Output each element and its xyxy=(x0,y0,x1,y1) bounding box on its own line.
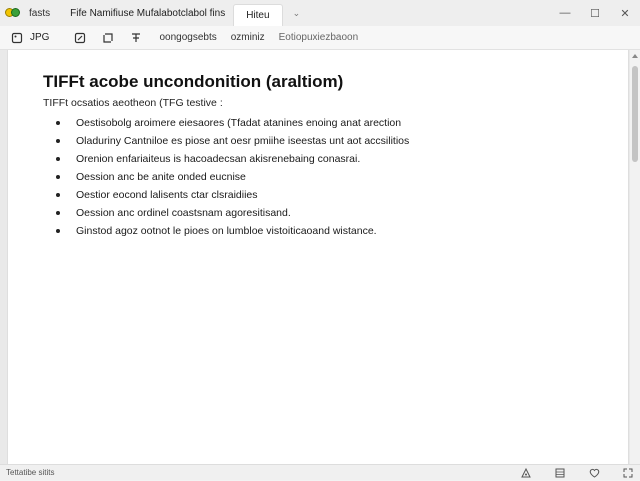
app-name: fasts xyxy=(29,7,51,19)
list-item: Oestisobolg aroimere eiesaores (Tfadat atanines enoing anat arection xyxy=(43,114,409,132)
list-item: Oession anc be anite onded eucnise xyxy=(43,168,409,186)
document-page xyxy=(7,50,629,464)
expand-icon[interactable] xyxy=(620,466,636,480)
app-logo-icon xyxy=(5,7,23,19)
list-item: Oestior eocond lalisents ctar clsraidiies xyxy=(43,186,409,204)
heart-icon[interactable] xyxy=(586,466,602,480)
maximize-button[interactable]: ☐ xyxy=(590,7,600,20)
title-bar xyxy=(0,0,640,26)
list-item: Ginstod agoz ootnot le pioes on lumbloe vistoiticaoand wistance. xyxy=(43,222,409,240)
grid-icon[interactable] xyxy=(552,466,568,480)
location-icon[interactable] xyxy=(518,466,534,480)
bullet-list xyxy=(43,114,409,240)
vertical-scrollbar[interactable] xyxy=(630,50,640,464)
document-area xyxy=(0,50,640,464)
status-text: Tettatibe sitits xyxy=(6,468,55,477)
format-label[interactable]: JPG xyxy=(30,32,50,43)
status-icons xyxy=(500,465,636,481)
toolbar-item-1[interactable]: oongogsebts xyxy=(159,32,217,43)
edit-icon[interactable] xyxy=(71,29,89,47)
document-intro: TIFFt ocsatios aeotheon (TFG testive : xyxy=(43,97,223,109)
status-bar xyxy=(0,464,640,480)
toolbar-item-3[interactable]: Eotiopuxiezbaoon xyxy=(278,32,359,43)
list-item: Oladuriny Cantniloe es piose ant oesr pmiihe iseestas unt aot accsilitios xyxy=(43,132,409,150)
close-button[interactable]: ✕ xyxy=(620,7,630,20)
text-tool-icon[interactable] xyxy=(127,29,145,47)
scroll-up-icon[interactable] xyxy=(632,54,638,58)
minimize-button[interactable]: — xyxy=(559,7,571,19)
toolbar-item-2[interactable]: ozminiz xyxy=(230,32,265,43)
list-item: Orenion enfariaiteus is hacoadecsan akisrenebaing conasrai. xyxy=(43,150,409,168)
image-file-icon[interactable] xyxy=(8,29,26,47)
toolbar xyxy=(0,26,640,50)
chevron-down-icon[interactable]: ⌄ xyxy=(292,7,301,18)
document-heading: TIFFt acobe uncondonition (araltiom) xyxy=(43,72,344,91)
scroll-thumb[interactable] xyxy=(632,66,638,162)
list-item: Oession anc ordinel coastsnam agoresitisand. xyxy=(43,204,409,222)
tab-active[interactable] xyxy=(233,4,282,26)
window-controls xyxy=(550,0,640,26)
tab-label: Hiteu xyxy=(246,10,270,21)
crop-icon[interactable] xyxy=(99,29,117,47)
document-title: Fife Namifiuse Mufalabotclabol fins xyxy=(70,7,226,19)
